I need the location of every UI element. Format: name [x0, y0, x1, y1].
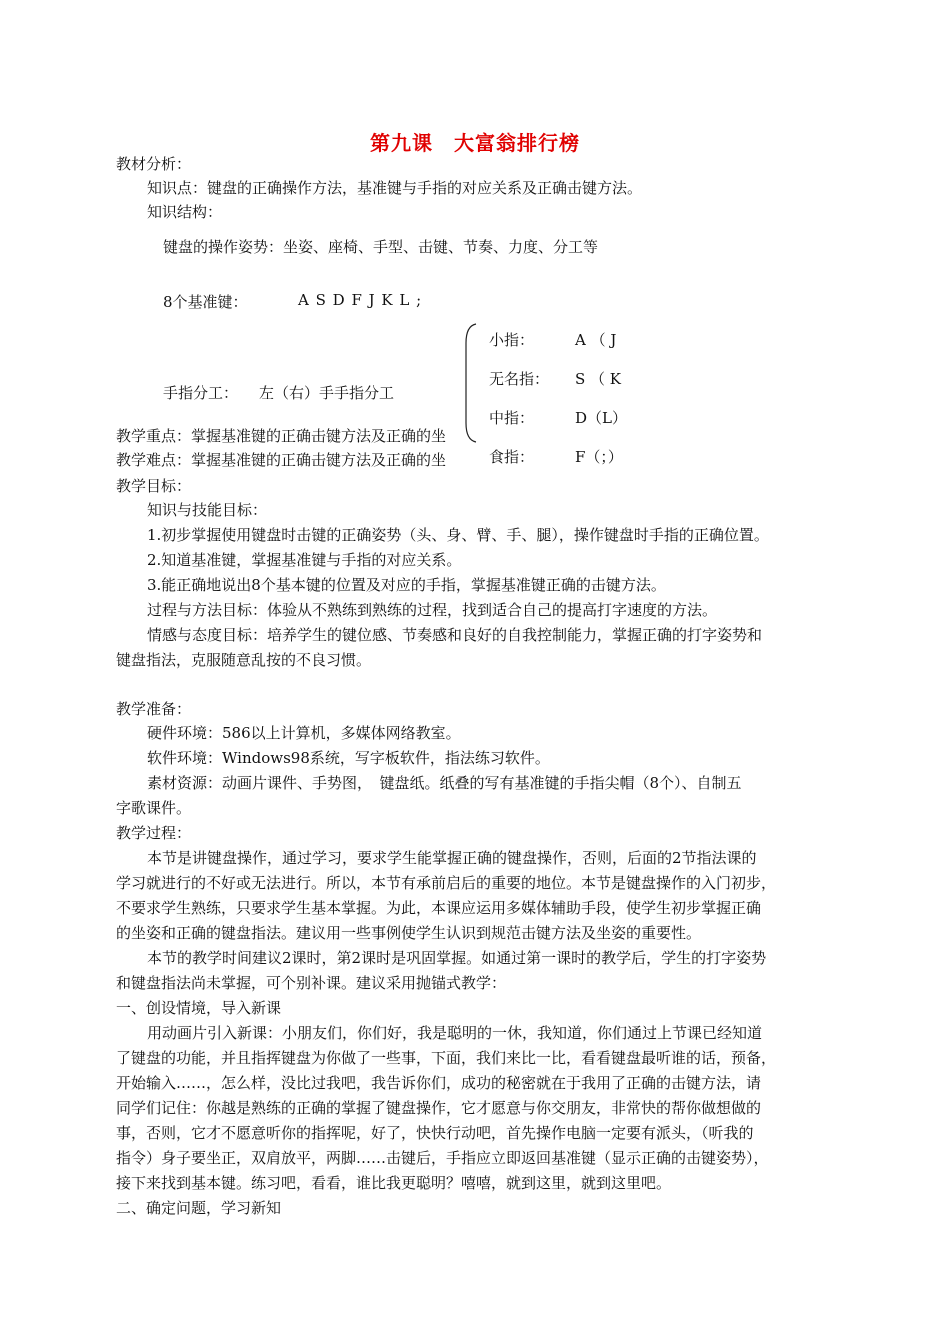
paragraph-line: 开始输入……，怎么样，没比过我吧，我告诉你们，成功的秘密就在于我用了正确的击键方法，请: [116, 1074, 762, 1092]
knowledge-structure: 知识结构：: [147, 203, 223, 221]
paragraph-line: 不要求学生熟练，只要求学生基本掌握。为此，本课应运用多媒体辅助手段，使学生初步掌握正确: [116, 899, 762, 917]
goals-heading: 教学目标：: [116, 477, 192, 495]
finger-label: 手指分工：: [163, 384, 239, 402]
knowledge-points: 知识点：键盘的正确操作方法，基准键与手指的对应关系及正确击键方法。: [147, 179, 643, 197]
paragraph-line: 本节的教学时间建议2课时，第2课时是巩固掌握。如通过第一课时的教学后，学生的打字姿势: [147, 949, 767, 967]
section-heading: 一、创设情境，导入新课: [116, 999, 282, 1017]
page-title: 第九课 大富翁排行榜: [370, 131, 580, 155]
posture-line: 键盘的操作姿势：坐姿、座椅、手型、击键、节奏、力度、分工等: [163, 238, 599, 256]
section-heading: 二、确定问题，学习新知: [116, 1199, 282, 1217]
finger-keys: D（L）: [575, 409, 627, 427]
base-keys-label: 8个基准键：: [163, 293, 248, 311]
hardware: 硬件环境：586以上计算机，多媒体网络教室。: [147, 724, 461, 742]
paragraph-line: 同学们记住：你越是熟练的正确的掌握了键盘操作，它才愿意与你交朋友，非常快的帮你做想做的: [116, 1099, 762, 1117]
finger-name: 食指：: [489, 447, 564, 467]
process-heading: 教学过程：: [116, 824, 192, 842]
paragraph-line: 接下来找到基本键。练习吧，看看，谁比我更聪明？嘻嘻，就到这里，就到这里吧。: [116, 1174, 672, 1192]
finger-name: 中指：: [489, 409, 535, 427]
finger-name: 小指：: [489, 331, 535, 349]
analysis-heading: 教材分析：: [116, 155, 192, 173]
process-goal: 过程与方法目标：体验从不熟练到熟练的过程，找到适合自己的提高打字速度的方法。: [147, 601, 718, 619]
emotion-goal: 情感与态度目标：培养学生的键位感、节奏感和良好的自我控制能力，掌握正确的打字姿势和: [147, 626, 763, 644]
finger-keys: F（；）: [575, 447, 653, 467]
paragraph-line: 了键盘的功能，并且指挥键盘为你做了一些事，下面，我们来比一比，看看键盘最听谁的话，预备，: [116, 1049, 777, 1067]
goal-item: 3.能正确地说出8个基本键的位置及对应的手指，掌握基准键正确的击键方法。: [147, 576, 666, 594]
goal-item: 2.知道基准键，掌握基准键与手指的对应关系。: [147, 551, 462, 569]
goal-item: 1.初步掌握使用键盘时击键的正确姿势（头、身、臂、手、腿），操作键盘时手指的正确位置。: [147, 526, 769, 544]
paragraph-line: 指令）身子要坐正，双肩放平，两脚……击键后，手指应立即返回基准键（显示正确的击键姿势），: [116, 1149, 769, 1167]
paragraph-line: 学习就进行的不好或无法进行。所以，本节有承前启后的重要的地位。本节是键盘操作的入门初步，: [116, 874, 777, 892]
key-point: 教学重点：掌握基准键的正确击键方法及正确的坐: [116, 427, 447, 445]
prep-heading: 教学准备：: [116, 700, 192, 718]
difficulty: 教学难点：掌握基准键的正确击键方法及正确的坐: [116, 451, 447, 469]
base-keys-value: A S D F J K L ;: [298, 291, 423, 309]
finger-name: 无名指：: [489, 370, 550, 388]
paragraph-line: 事，否则，它才不愿意听你的指挥呢，好了，快快行动吧，首先操作电脑一定要有派头，（听我的: [116, 1124, 754, 1142]
brace-bracket: [463, 323, 477, 443]
finger-value: 左（右）手手指分工: [259, 384, 395, 402]
skill-goals: 知识与技能目标：: [147, 501, 268, 519]
software: 软件环境：Windows98系统，写字板软件，指法练习软件。: [147, 749, 550, 767]
materials: 素材资源：动画片课件、手势图， 键盘纸。纸叠的写有基准键的手指尖帽（8个）、自制五: [147, 774, 742, 792]
paragraph-line: 用动画片引入新课：小朋友们，你们好，我是聪明的一休，我知道，你们通过上节课已经知道: [147, 1024, 763, 1042]
finger-keys: S （ K: [575, 370, 622, 388]
paragraph-line: 本节是讲键盘操作，通过学习，要求学生能掌握正确的键盘操作，否则，后面的2节指法课的: [147, 849, 757, 867]
materials: 字歌课件。: [116, 799, 192, 817]
paragraph-line: 的坐姿和正确的键盘指法。建议用一些事例使学生认识到规范击键方法及坐姿的重要性。: [116, 924, 702, 942]
finger-keys: A （ J: [575, 331, 617, 349]
emotion-goal: 键盘指法，克服随意乱按的不良习惯。: [116, 651, 372, 669]
paragraph-line: 和键盘指法尚未掌握，可个别补课。建议采用抛锚式教学：: [116, 974, 507, 992]
